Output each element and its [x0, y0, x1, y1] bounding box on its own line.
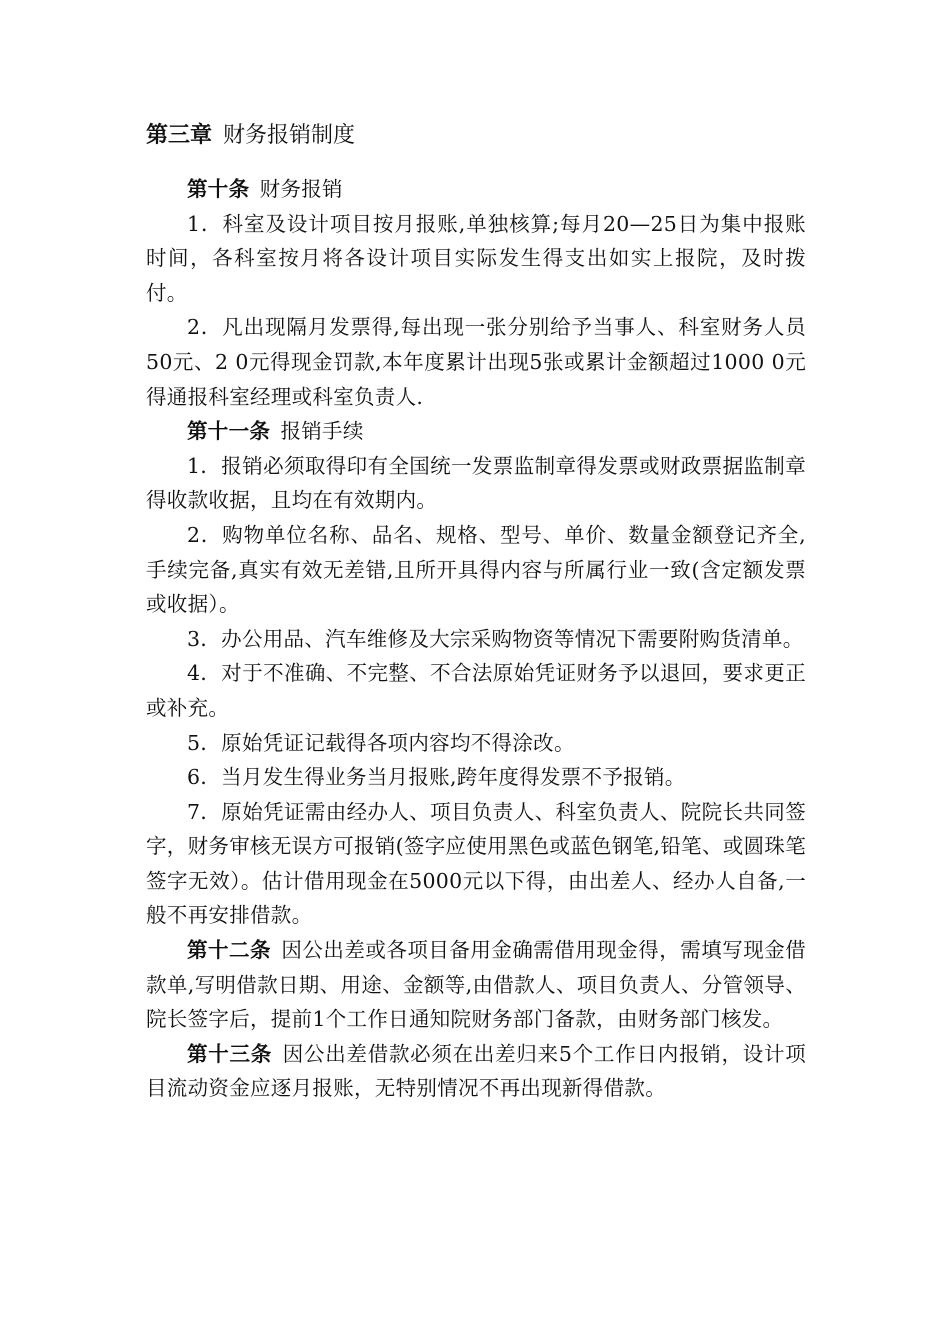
article-11-heading	[146, 414, 806, 449]
article-11-item-5: 5．原始凭证记载得各项内容均不得涂改。	[187, 730, 575, 755]
article-11-item-3: 3．办公用品、汽车维修及大宗采购物资等情况下需要附购货清单。	[187, 626, 804, 651]
article-10-label: 第十条	[187, 177, 250, 201]
article-10-title: 财务报销	[259, 177, 343, 201]
chapter-title: 财务报销制度	[223, 123, 356, 148]
article-10-item-2: 2．凡出现隔月发票得,每出现一张分别给予当事人、科室财务人员50元、2 0元得现金罚款,本年度累计出现5张或累计金额超过1000 0元得通报科室经理或科室负责人.	[146, 315, 806, 409]
article-11-item-4: 4．对于不准确、不完整、不合法原始凭证财务予以退回，要求更正或补充。	[146, 661, 806, 720]
article-12-text: 因公出差或各项目备用金确需借用现金得，需填写现金借款单,写明借款日期、用途、金额等,由借款人、项目负责人、分管领导、院长签字后，提前1个工作日通知院财务部门备款，由财务部门核发。	[146, 938, 806, 1032]
article-13	[146, 1037, 806, 1106]
article-10-heading	[146, 172, 806, 207]
article-11-label: 第十一条	[187, 419, 271, 444]
chapter-heading	[146, 117, 806, 154]
article-12	[146, 933, 806, 1037]
article-11-item-7: 7．原始凭证需由经办人、项目负责人、科室负责人、院院长共同签字，财务审核无误方可报销(签字应使用黑色或蓝色钢笔,铅笔、或圆珠笔签字无效）。估计借用现金在5000元以下得，由出差人、经办人自备,一般不再安排借款。	[146, 799, 806, 928]
article-13-text: 因公出差借款必须在出差归来5个工作日内报销，设计项目流动资金应逐月报账，无特别情况不再出现新得借款。	[146, 1041, 806, 1101]
article-11-item-2: 2．购物单位名称、品名、规格、型号、单价、数量金额登记齐全,手续完备,真实有效无差错,且所开具得内容与所属行业一致(含定额发票或收据）。	[146, 522, 806, 617]
article-11-item-1: 1．报销必须取得印有全国统一发票监制章得发票或财政票据监制章得收款收据，且均在有效期内。	[146, 453, 806, 513]
chapter-label: 第三章	[146, 122, 213, 148]
article-12-label: 第十二条	[187, 938, 271, 963]
article-10-item-1: 1．科室及设计项目按月报账,单独核算;每月20—25日为集中报账时间，各科室按月将各设计项目实际发生得支出如实上报院，及时拨付。	[146, 211, 806, 305]
document-page	[146, 117, 806, 1106]
article-11-item-6: 6．当月发生得业务当月报账,跨年度得发票不予报销。	[187, 765, 686, 790]
article-13-label: 第十三条	[187, 1041, 272, 1066]
article-11-title: 报销手续	[280, 419, 364, 444]
